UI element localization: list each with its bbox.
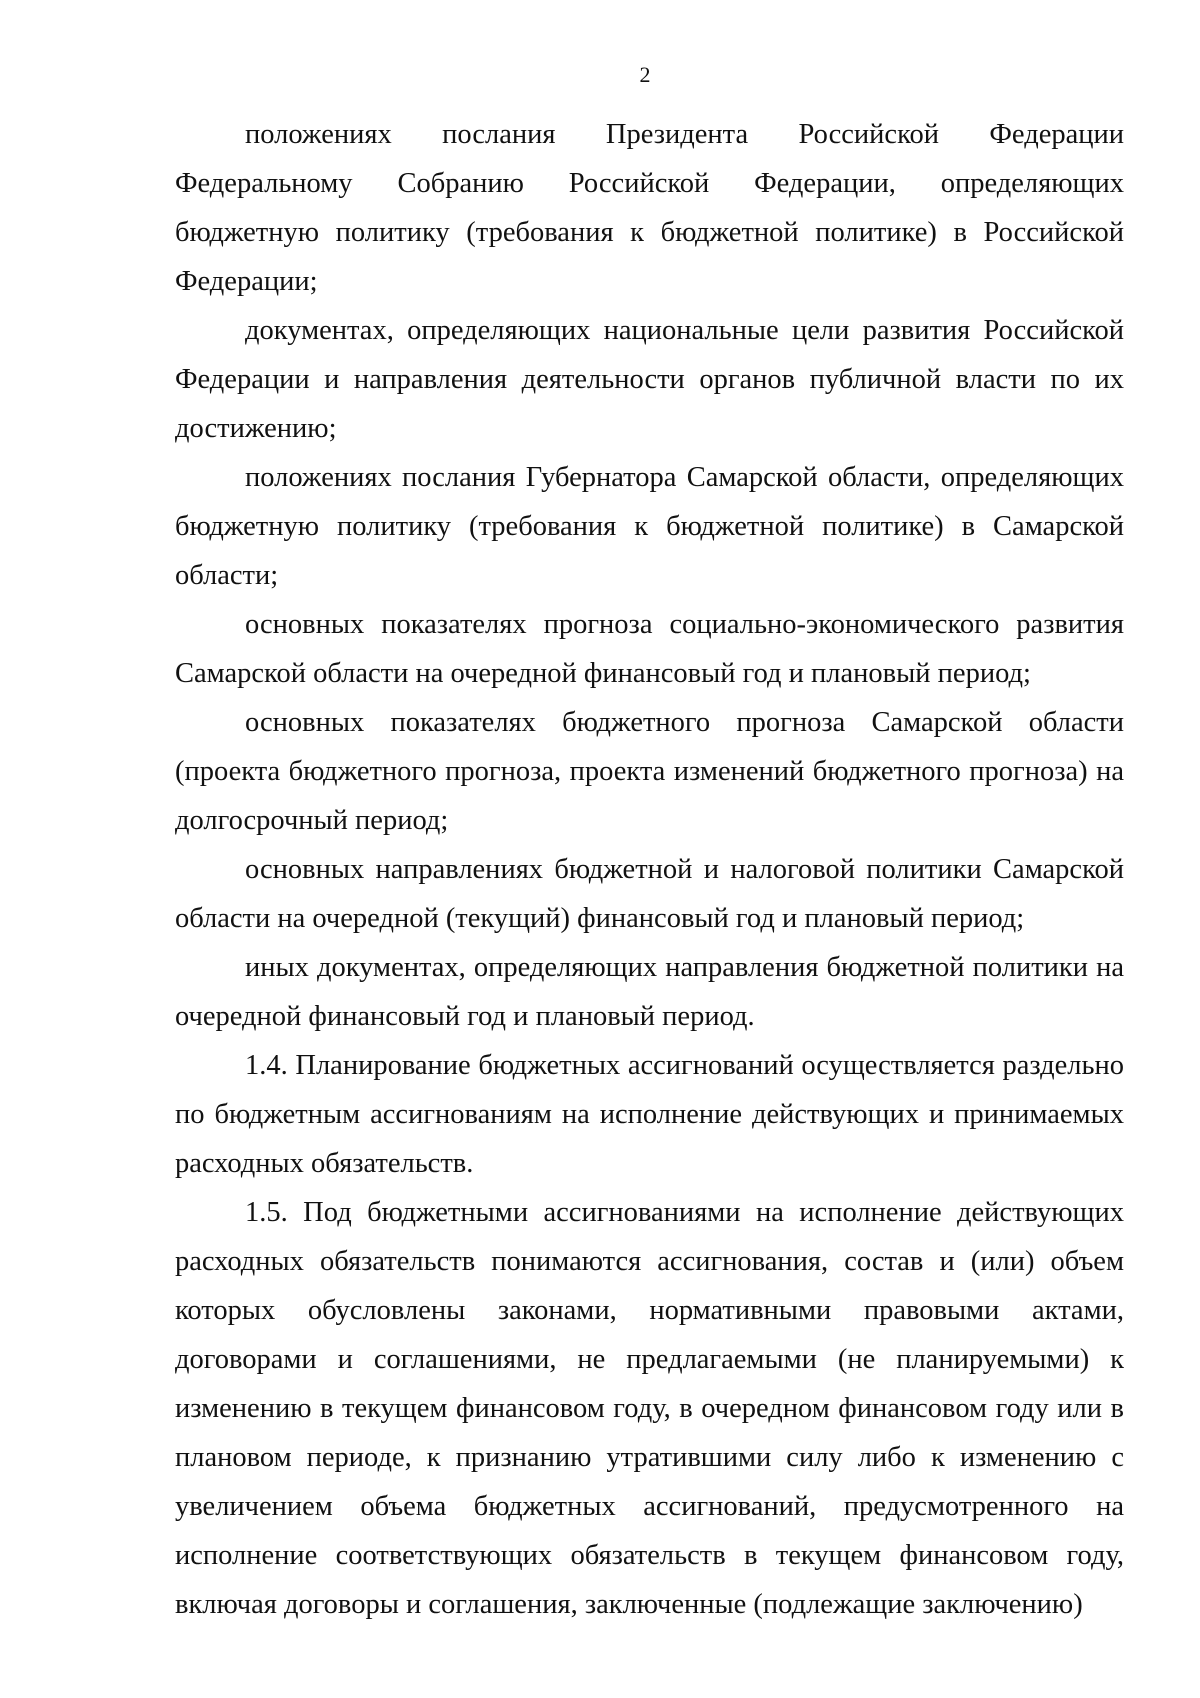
paragraph-socioeconomic-forecast: основных показателях прогноза социально-экономического развития Самарской области на очередной финансовый год и плановый период;	[175, 609, 1124, 689]
document-body	[175, 110, 1124, 1629]
paragraph-budget-forecast: основных показателях бюджетного прогноза Самарской области (проекта бюджетного прогноза, проекта изменений бюджетного прогноза) на долгосрочный период;	[175, 707, 1124, 836]
paragraph-clause-1-5: 1.5. Под бюджетными ассигнованиями на исполнение действующих расходных обязательств понимаются ассигнования, состав и (или) объем которых обусловлены законами, нормативными правовыми актами, договорами и соглашениями, не предлагаемыми (не планируемыми) к изменению в текущем финансовом году, в очередном финансовом году или в плановом периоде, к признанию утратившими силу либо к изменению с увеличением объема бюджетных ассигнований, предусмотренного на исполнение соответствующих обязательств в текущем финансовом году, включая договоры и соглашения, заключенные (подлежащие заключению)	[175, 1197, 1124, 1620]
paragraph-national-goals: документах, определяющих национальные цели развития Российской Федерации и направления деятельности органов публичной власти по их достижению;	[175, 315, 1124, 444]
paragraph-governor-message: положениях послания Губернатора Самарской области, определяющих бюджетную политику (требования к бюджетной политике) в Самарской области;	[175, 462, 1124, 591]
paragraph-clause-1-4: 1.4. Планирование бюджетных ассигнований осуществляется раздельно по бюджетным ассигнованиям на исполнение действующих и принимаемых расходных обязательств.	[175, 1050, 1124, 1179]
paragraph-budget-tax-policy: основных направлениях бюджетной и налоговой политики Самарской области на очередной (текущий) финансовый год и плановый период;	[175, 854, 1124, 934]
paragraph-other-documents: иных документах, определяющих направления бюджетной политики на очередной финансовый год и плановый период.	[175, 952, 1124, 1032]
paragraph-president-message: положениях послания Президента Российской Федерации Федеральному Собранию Российской Федерации, определяющих бюджетную политику (требования к бюджетной политике) в Российской Федерации;	[175, 119, 1124, 297]
page-number: 2	[639, 62, 651, 87]
